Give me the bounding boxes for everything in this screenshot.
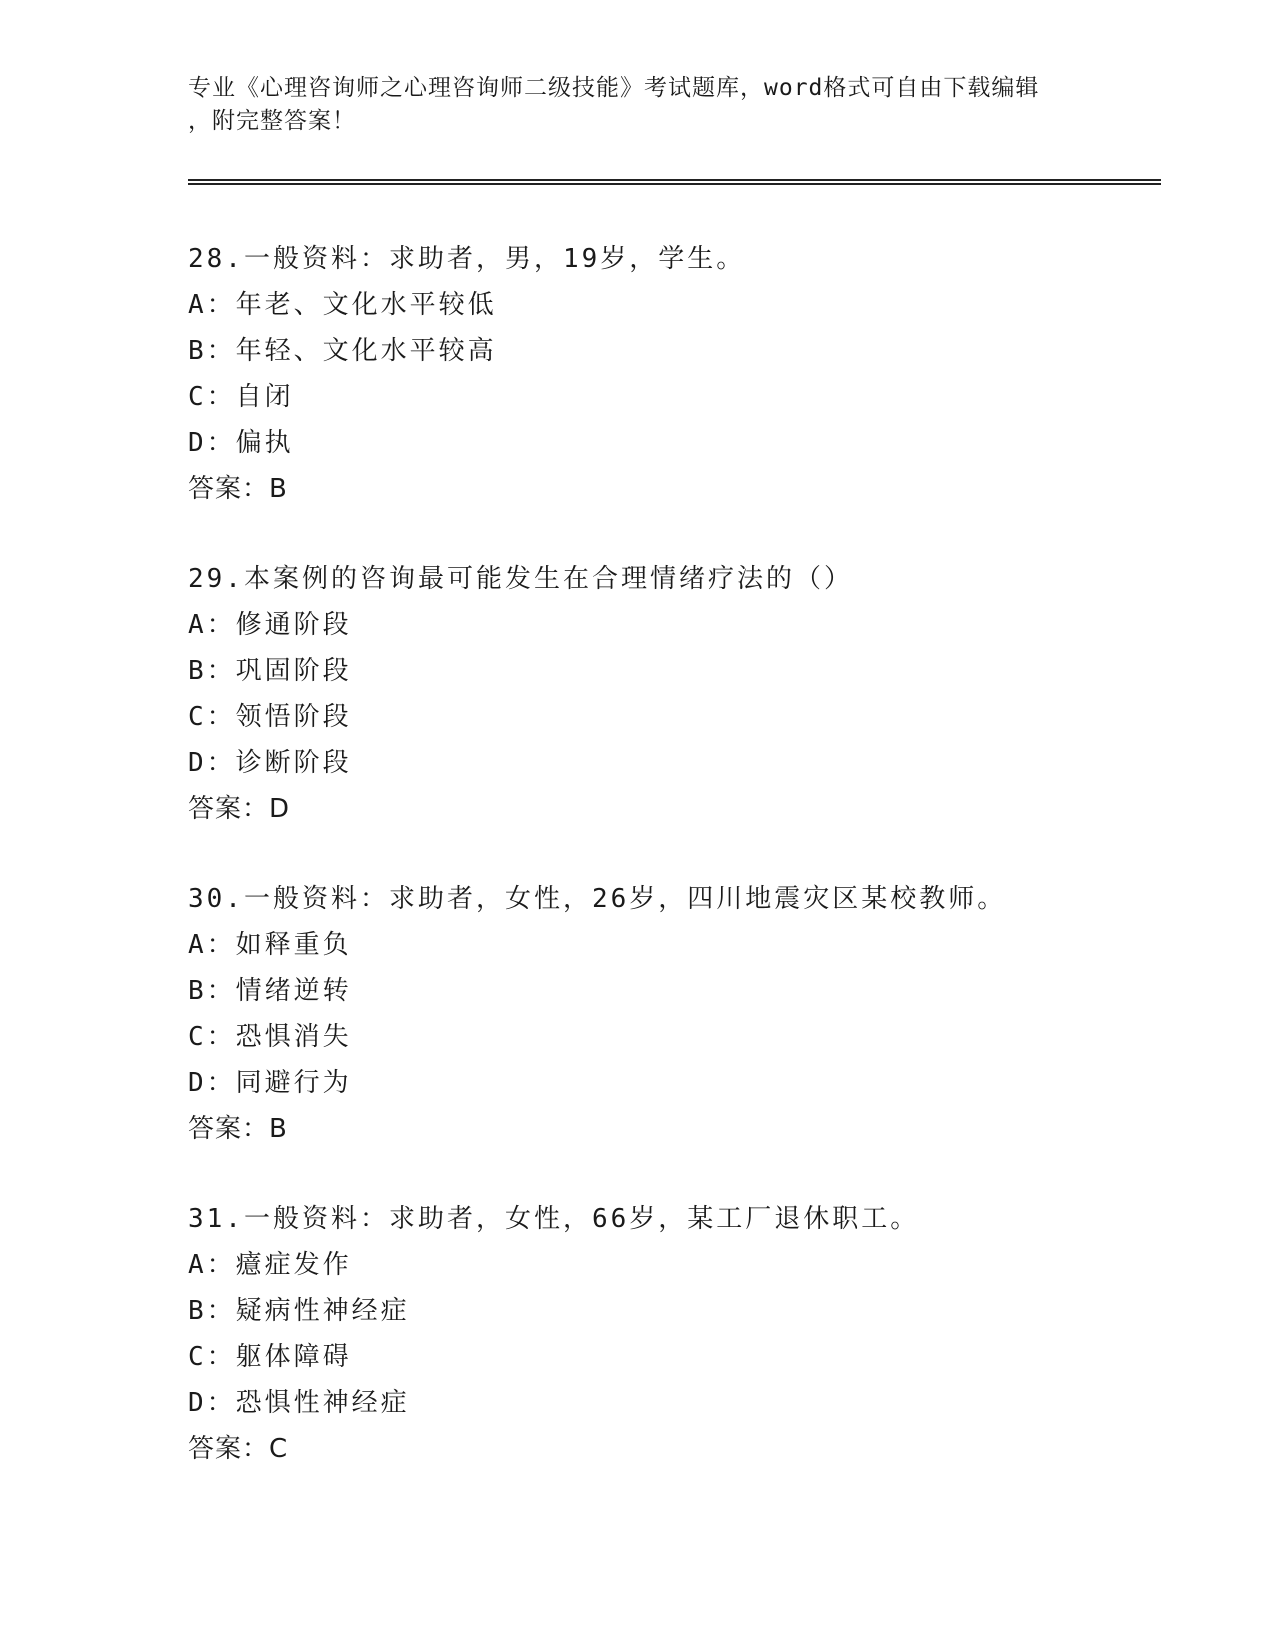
option-b: B：年轻、文化水平较高: [188, 336, 497, 366]
option-c: C：恐惧消失: [188, 1022, 352, 1052]
option-a: A：癔症发作: [188, 1250, 352, 1280]
option-c: C：躯体障碍: [188, 1342, 352, 1372]
header-divider: [188, 179, 1161, 185]
option-a: A：如释重负: [188, 930, 352, 960]
option-b: B：疑病性神经症: [188, 1296, 410, 1326]
document-header: [188, 72, 1088, 138]
option-b: B：巩固阶段: [188, 656, 352, 686]
question-30: [188, 876, 1188, 1152]
question-28: [188, 236, 1188, 512]
option-d: D：恐惧性神经症: [188, 1388, 410, 1418]
answer: 答案：D: [188, 794, 291, 824]
option-d: D：同避行为: [188, 1068, 352, 1098]
answer: 答案：B: [188, 1114, 288, 1144]
option-a: A：年老、文化水平较低: [188, 290, 497, 320]
header-line-1: 专业《心理咨询师之心理咨询师二级技能》考试题库，word格式可自由下载编辑: [188, 75, 1040, 101]
question-title: 31.一般资料：求助者，女性，66岁，某工厂退休职工。: [188, 1204, 920, 1234]
question-31: [188, 1196, 1188, 1472]
option-c: C：自闭: [188, 382, 294, 412]
answer: 答案：B: [188, 474, 288, 504]
option-c: C：领悟阶段: [188, 702, 352, 732]
header-line-2: ，附完整答案！: [188, 108, 356, 134]
option-d: D：诊断阶段: [188, 748, 352, 778]
option-d: D：偏执: [188, 428, 294, 458]
question-title: 28.一般资料：求助者，男，19岁，学生。: [188, 244, 746, 274]
question-29: [188, 556, 1188, 832]
option-a: A：修通阶段: [188, 610, 352, 640]
question-title: 30.一般资料：求助者，女性，26岁，四川地震灾区某校教师。: [188, 884, 1007, 914]
answer: 答案：C: [188, 1434, 289, 1464]
question-title: 29.本案例的咨询最可能发生在合理情绪疗法的（）: [188, 564, 853, 594]
option-b: B：情绪逆转: [188, 976, 352, 1006]
